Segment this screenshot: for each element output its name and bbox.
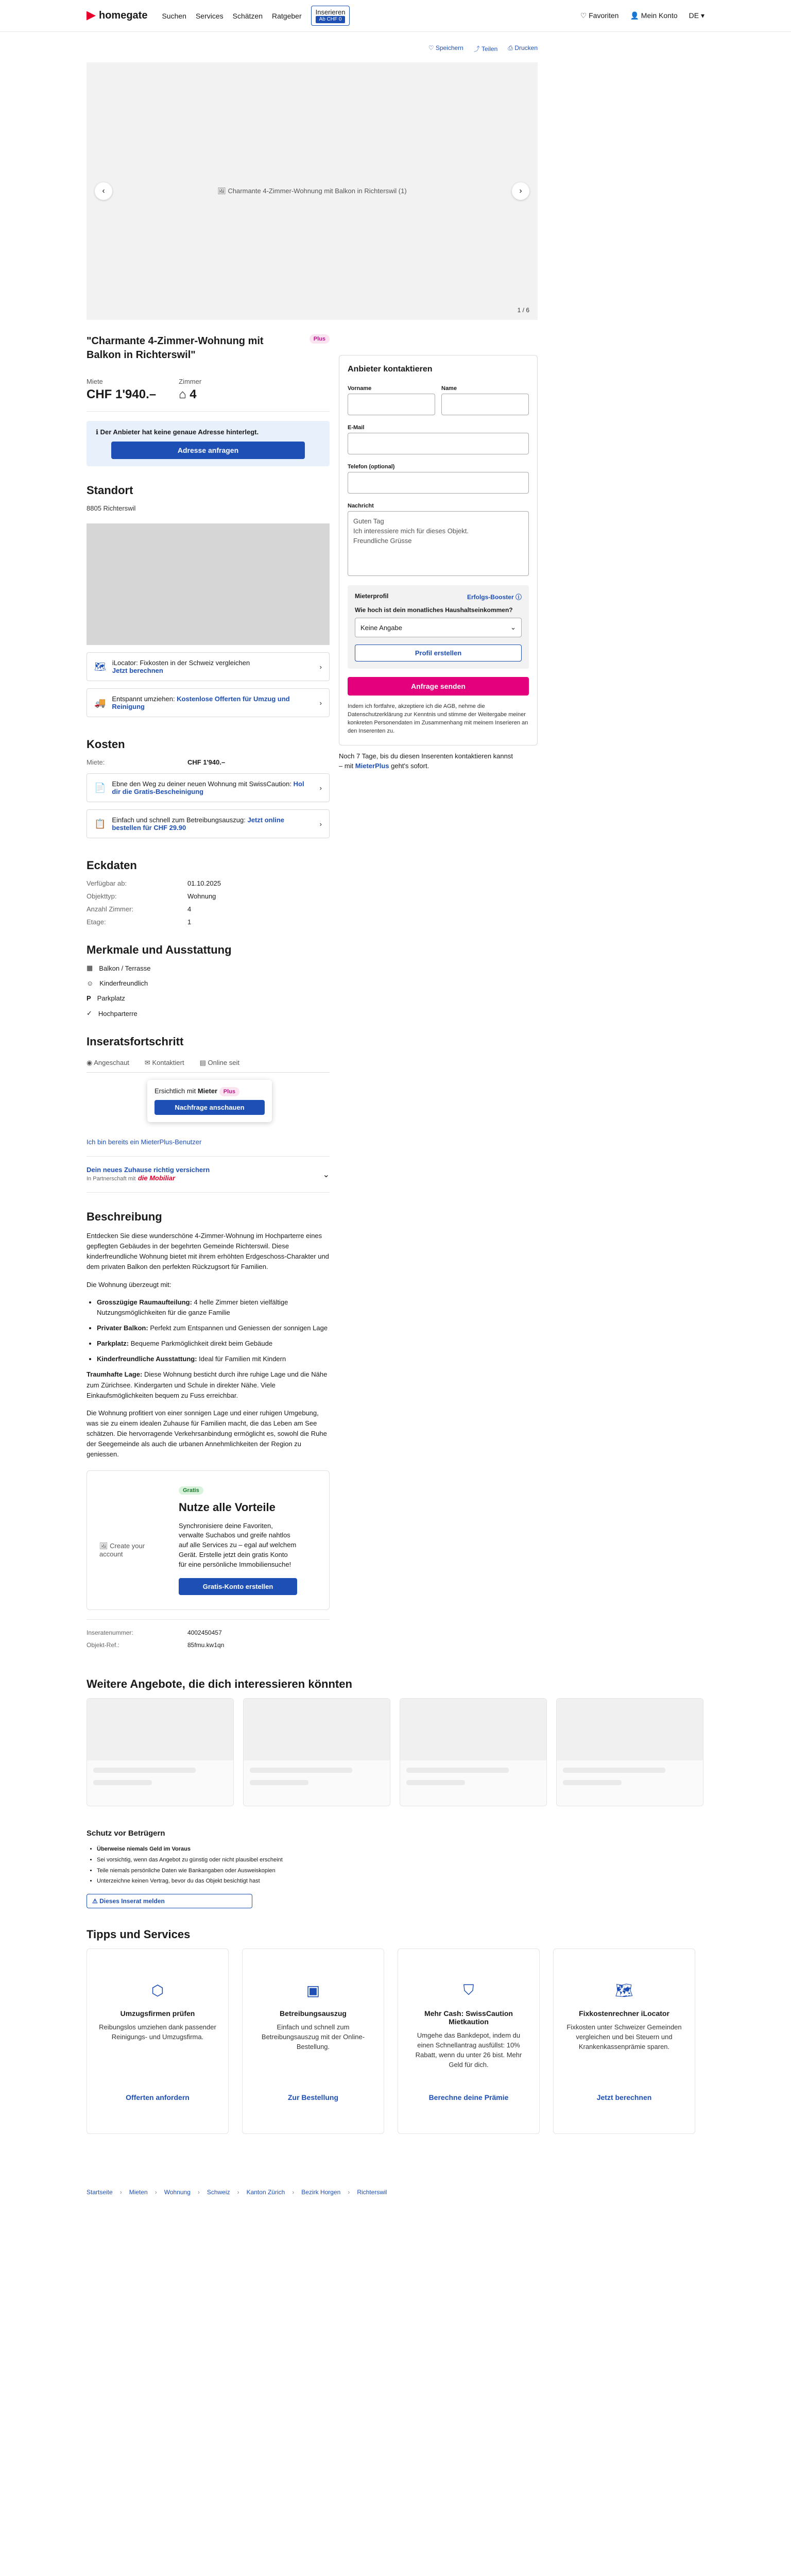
user-icon: 👤 (630, 11, 639, 20)
list-item: • Überweise niemals Geld im Voraus (97, 1844, 704, 1855)
share-button[interactable]: ⤴ Teilen (473, 45, 498, 53)
document-icon: 📄 (94, 782, 106, 793)
ilocator-tip[interactable]: 🗺 iLocator: Fixkosten in der Schweiz vergleichen Jetzt berechnen › (87, 652, 330, 681)
list-item: • Unterzeichne keinen Vertrag, bevor du das Objekt besichtigt hast (97, 1876, 704, 1887)
feature-item: ✓ Hochparterre (87, 1009, 137, 1018)
location-place: 8805 Richterswil (87, 504, 136, 512)
chevron-down-icon: ▾ (700, 11, 704, 20)
gallery-image: 🖼 Charmante 4-Zimmer-Wohnung mit Balkon in Richterswil (1) (217, 187, 407, 195)
nav-search[interactable]: Suchen (162, 11, 186, 20)
features-heading: Merkmale und Ausstattung (87, 943, 232, 956)
child-icon: ☺ (87, 979, 94, 987)
offer-card-placeholder[interactable] (400, 1698, 547, 1806)
mieterplus-link[interactable]: MieterPlus (355, 761, 389, 770)
service-card-link[interactable]: Berechne deine Prämie (428, 2093, 509, 2102)
shield-icon: ⛉ (463, 1982, 474, 1998)
service-card-link[interactable]: Zur Bestellung (287, 2093, 338, 2102)
details-row: Etage: 1 (87, 918, 192, 926)
divider (87, 1156, 330, 1157)
free-badge: Gratis (179, 1486, 203, 1495)
offer-card-placeholder[interactable] (243, 1698, 390, 1806)
promo-image: 🖼 Create your account (99, 1541, 145, 1558)
cost-row: Miete: CHF 1'940.– (87, 758, 226, 766)
debt-extract-tip[interactable]: 📋 Einfach und schnell zum Betreibungsauszug: Jetzt online bestellen für CHF 29.90 › (87, 809, 330, 838)
address-info-box: ℹ Der Anbieter hat keine genaue Adresse hinterlegt. Adresse anfragen (87, 421, 330, 466)
id-card-icon: ▣ (306, 1982, 320, 1999)
listing-title-block (87, 334, 330, 362)
details-heading: Eckdaten (87, 859, 137, 872)
last-name-input[interactable] (441, 394, 529, 415)
create-account-button[interactable]: Gratis-Konto erstellen (179, 1578, 297, 1595)
description-list (87, 1297, 330, 1365)
contact-heading: Anbieter kontaktieren (348, 365, 433, 374)
id-row: Inseratenummer: 4002450457 (87, 1629, 222, 1636)
view-demand-button[interactable]: Nachfrage anschauen (154, 1100, 265, 1115)
costs-heading: Kosten (87, 738, 125, 751)
nav-guide[interactable]: Ratgeber (272, 11, 302, 20)
report-listing-button[interactable]: ⚠ Dieses Inserat melden (87, 1894, 252, 1908)
offer-card-placeholder[interactable] (87, 1698, 234, 1806)
gallery-next-button[interactable] (512, 182, 529, 200)
chevron-right-icon: › (319, 784, 322, 792)
progress-heading: Inseratsfortschritt (87, 1035, 184, 1048)
legal-text: Indem ich fortfahre, akzeptiere ich die AGB, nehme die Datenschutzerklärung zur Kenntnis und stimme der Weitergabe meiner konkreten Personendaten im Zusammenhang mit meinem Inserieren an den Inserenten zu. (348, 703, 528, 734)
eye-icon: ◉ (87, 1059, 93, 1066)
image-icon: 🖼 (217, 187, 226, 195)
insurance-accordion[interactable]: Dein neues Zuhause richtig versichern In Partnerschaft mit die Mobiliar ⌄ (87, 1166, 330, 1182)
details-table (87, 879, 330, 926)
save-button[interactable]: ♡ Speichern (428, 44, 463, 52)
moving-tip[interactable]: 🚚 Entspannt umziehen: Kostenlose Offerten für Umzug und Reinigung › (87, 688, 330, 717)
breadcrumb: Startseite › Mieten › Wohnung › Schweiz › Kanton Zürich › Bezirk Horgen › Richterswil (87, 2189, 387, 2196)
mobiliar-logo: die Mobiliar (137, 1174, 176, 1182)
top-header (0, 0, 791, 32)
truck-icon: 🚚 (94, 697, 106, 708)
main-nav (162, 6, 350, 26)
image-icon: 🖼 (99, 1541, 108, 1550)
parking-icon: P (87, 994, 91, 1002)
tenant-profile-box: Mieterprofil Erfolgs-Booster ⓘ Wie hoch ist dein monatliches Haushaltseinkommen? Keine Angabe ⌄ Profil erstellen (348, 585, 529, 669)
breadcrumb-item[interactable]: Wohnung (164, 2189, 191, 2196)
rooms-block: Zimmer ⌂ 4 (179, 378, 202, 401)
contact-form: Anbieter kontaktieren Vorname Name E-Mail Telefon (optional) Nachricht Guten Tag Ich interessiere mich für dieses Objekt. Freundliche Grüsse Mieterprofil Erfolgs-Booster ⓘ Wie hoch ist dein monatliches Haushaltseinkommen? Keine Angabe ⌄ Profil erstellen Anfrage senden Indem ich fortfahre, akzeptiere ich die AGB, nehme die Datenschutzerklärung zur Kenntnis und stimme der Weitergabe meiner konkreten Personendaten im Zusammenhang mit meinem Inserieren an den Inserenten zu. (339, 355, 538, 745)
contacted-tab: ✉ Kontaktiert (144, 1059, 184, 1066)
list-item: • Teile niemals persönliche Daten wie Bankangaben oder Ausweiskopien (97, 1866, 704, 1876)
info-icon: ⓘ (515, 594, 522, 601)
key-values (87, 378, 330, 402)
service-card[interactable]: ⬡ Umzugsfirmen prüfen Reibungslos umziehen dank passender Reinigungs- und Umzugsfirma. Offerten anfordern (87, 1948, 229, 2134)
tips-cards (87, 1948, 704, 2134)
breadcrumb-item[interactable]: Mieten (129, 2189, 148, 2196)
clipboard-icon: 📋 (94, 818, 106, 829)
map-icon: 🗺 (615, 1982, 633, 1999)
list-item: • Parkplatz: Bequeme Parkmöglichkeit direkt beim Gebäude (97, 1338, 330, 1349)
create-profile-button[interactable]: Profil erstellen (355, 645, 522, 662)
description-heading: Beschreibung (87, 1210, 162, 1223)
service-card[interactable]: 🗺 Fixkostenrechner iLocator Fixkosten unter Schweizer Gemeinden vergleichen und bei Steuern und Krankenkassenprämie sparen. Jetzt berechnen (553, 1948, 695, 2134)
breadcrumb-item[interactable]: Bezirk Horgen (301, 2189, 341, 2196)
rooms-count: ⌂ 4 (179, 387, 197, 401)
breadcrumb-item[interactable]: Startseite (87, 2189, 113, 2196)
location-map[interactable] (87, 523, 330, 645)
calendar-icon: ▤ (199, 1059, 206, 1066)
feature-item: P Parkplatz (87, 994, 125, 1002)
phone-input[interactable] (348, 472, 529, 494)
print-button[interactable]: ⎙ Drucken (508, 44, 538, 52)
listing-title: "Charmante 4-Zimmer-Wohnung mit Balkon in Richterswil" (87, 335, 264, 361)
rent-block: Miete CHF 1'940.– (87, 378, 157, 401)
tips-heading: Tipps und Services (87, 1928, 191, 1941)
chevron-left-icon: ‹ (102, 187, 105, 195)
account-promo-card (87, 1470, 330, 1610)
service-card-link[interactable]: Jetzt berechnen (596, 2093, 652, 2102)
nav-services[interactable]: Services (195, 11, 223, 20)
message-textarea[interactable]: Guten Tag Ich interessiere mich für dieses Objekt. Freundliche Grüsse (348, 511, 529, 576)
language-select[interactable]: DE ▾ (689, 11, 704, 20)
income-select[interactable]: Keine Angabe ⌄ (355, 618, 522, 637)
breadcrumb-item[interactable]: Schweiz (207, 2189, 230, 2196)
account-link[interactable]: 👤 Mein Konto (630, 11, 678, 20)
progress-tabs (87, 1059, 330, 1073)
description-body: Entdecken Sie diese wunderschöne 4-Zimmer-Wohnung im Hochparterre eines gepflegten Gebäudes in der begehrten Gemeinde Richterswil. Diese kinderfreundliche Wohnung bietet mit ihrem erhöhten Erdgeschoss-Charakter und dem privaten Balkon den perfekten Rückzugsort für Familien. Die Wohnung überzeugt mit: • Grosszügige Raumaufteilung: 4 helle Zimmer bieten vielfältige Nutzungsmöglichkeiten für die ganze Familie • Privater Balkon: Perfekt zum Entspannen und Geniessen der sonnigen Lage • Parkplatz: Bequeme Parkmöglichkeit direkt beim Gebäude • Kinderfreundliche Ausstattung: Ideal für Familien mit Kindern Traumhafte Lage: Diese Wohnung besticht durch ihre ruhige Lage und die Nähe zum Zürichsee. Kindergarten und Schule in direkter Nähe. Viele Einkaufsmöglichkeiten bequem zu Fuss erreichbar. Die Wohnung profitiert von einer sonnigen Lage und einer ruhigen Umgebung, was sie zu einem idealen Zuhause für Familien macht, die das Leben am See schätzen. Die hervorragende Verkehrsanbindung ermöglicht es, sowohl die Ruhe der Seegemeinde als auch die urbanen Annehmlichkeiten der Region zu geniessen. (87, 1231, 330, 1460)
warning-icon: ⚠ (92, 1897, 98, 1905)
viewed-tab: ◉ Angeschaut (87, 1059, 129, 1066)
details-row: Anzahl Zimmer: 4 (87, 905, 192, 913)
chevron-down-icon: ⌄ (510, 623, 516, 631)
rent-price: CHF 1'940.– (87, 387, 157, 401)
offer-card-placeholder[interactable] (556, 1698, 703, 1806)
chevron-right-icon: › (319, 663, 322, 671)
fraud-heading: Schutz vor Betrügern (87, 1828, 165, 1838)
logo-icon (87, 11, 96, 21)
chevron-right-icon: › (319, 820, 322, 828)
contact-sidebar (339, 355, 538, 771)
email-input[interactable] (348, 433, 529, 454)
balcony-icon: ▦ (87, 964, 93, 972)
more-offers-list (87, 1698, 704, 1806)
main-column (87, 320, 330, 1649)
box-icon: ⬡ (151, 1982, 164, 1999)
first-name-input[interactable] (348, 394, 435, 415)
feature-item: ☺ Kinderfreundlich (87, 979, 148, 987)
more-offers-heading: Weitere Angebote, die dich interessieren könnten (87, 1677, 352, 1690)
homegate-logo[interactable]: homegate (87, 10, 147, 22)
list-item: • Privater Balkon: Perfekt zum Entspannen und Geniessen der sonnigen Lage (97, 1323, 330, 1333)
promo-title: Nutze alle Vorteile (179, 1500, 276, 1514)
service-card[interactable]: ⛉ Mehr Cash: SwissCaution Mietkaution Umgehe das Bankdepot, indem du einen Schnellantrag ausfüllst: 10% Rabatt, wenn du unter 26 bist. Mehr Geld für dich. Berechne deine Prämie (398, 1948, 540, 2134)
online-since-tab: ▤ Online seit (199, 1059, 239, 1066)
request-address-button[interactable]: Adresse anfragen (111, 442, 305, 459)
breadcrumb-item[interactable]: Kanton Zürich (246, 2189, 285, 2196)
image-gallery[interactable] (87, 62, 538, 320)
chevron-right-icon: › (519, 187, 522, 195)
mieterplus-popover: Ersichtlich mit Mieter Plus Nachfrage anschauen (147, 1080, 272, 1122)
divider (87, 1619, 330, 1620)
gallery-prev-button[interactable] (95, 182, 112, 200)
details-row: Verfügbar ab: 01.10.2025 (87, 879, 221, 887)
heart-icon: ♡ (580, 11, 587, 20)
service-card-link[interactable]: Offerten anfordern (126, 2093, 190, 2102)
fraud-list (97, 1844, 704, 1887)
chevron-down-icon: ⌄ (322, 1170, 330, 1179)
insert-button[interactable]: Inserieren Ab CHF 0 (311, 6, 350, 26)
contact-delay-text: Noch 7 Tage, bis du diesen Inserenten kontaktieren kannst – mit MieterPlus geht's sofort. (339, 752, 513, 770)
check-icon: ✓ (87, 1009, 92, 1017)
mail-icon: ✉ (144, 1059, 150, 1066)
info-icon: ℹ (96, 428, 98, 436)
favorites-link[interactable]: ♡ Favoriten (580, 11, 619, 20)
house-icon: ⌂ (179, 387, 186, 401)
promo-text: Synchronisiere deine Favoriten, verwalte Suchabos und greife nahtlos auf alle Services zu – egal auf welchem Gerät. Erstelle jetzt dein gratis Konto für eine persönliche Immobiliensuche! (179, 1521, 297, 1568)
print-icon: ⎙ (508, 44, 513, 52)
list-item: • Grosszügige Raumaufteilung: 4 helle Zimmer bieten vielfältige Nutzungsmöglichkeiten für die ganze Familie (97, 1297, 330, 1318)
id-row: Objekt-Ref.: 85fmu.kw1qn (87, 1641, 225, 1649)
location-heading: Standort (87, 484, 133, 497)
heart-icon: ♡ (428, 44, 434, 52)
divider (87, 1192, 330, 1193)
list-item: • Kinderfreundliche Ausstattung: Ideal für Familien mit Kindern (97, 1354, 330, 1364)
details-row: Objekttyp: Wohnung (87, 892, 216, 900)
divider (87, 411, 330, 412)
nav-estimate[interactable]: Schätzen (232, 11, 263, 20)
swisscaution-tip[interactable]: 📄 Ebne den Weg zu deiner neuen Wohnung mit SwissCaution: Hol dir die Gratis-Bescheinigung › (87, 773, 330, 802)
breadcrumb-item[interactable]: Richterswil (357, 2189, 387, 2196)
page-content (87, 32, 704, 2196)
gallery-counter: 1 / 6 (517, 307, 529, 314)
map-icon: 🗺 (94, 661, 106, 672)
header-right (580, 11, 704, 20)
mieterplus-user-link[interactable]: Ich bin bereits ein MieterPlus-Benutzer (87, 1138, 202, 1146)
chevron-right-icon: › (319, 699, 322, 707)
list-item: • Sei vorsichtig, wenn das Angebot zu günstig oder nicht plausibel erscheint (97, 1855, 704, 1866)
listing-actions (87, 32, 538, 62)
feature-item: ▦ Balkon / Terrasse (87, 964, 151, 972)
service-card[interactable]: ▣ Betreibungsauszug Einfach und schnell zum Betreibungsauszug mit der Online-Bestellung. Zur Bestellung (242, 1948, 384, 2134)
share-icon: ⤴ (473, 45, 480, 53)
plus-badge: Plus (309, 334, 330, 344)
send-request-button[interactable]: Anfrage senden (348, 677, 529, 696)
